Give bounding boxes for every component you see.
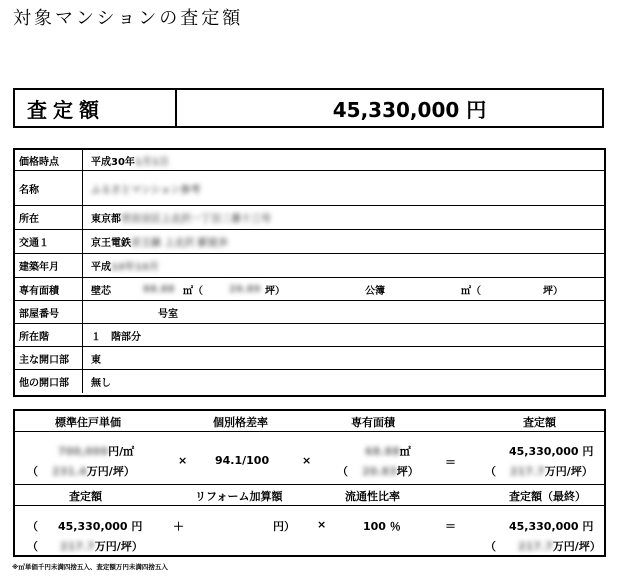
assess-value: 45,330,000 円 <box>509 445 594 458</box>
calculation-table <box>13 409 606 557</box>
property-info-table <box>13 148 606 397</box>
equals-sign: ＝ <box>445 520 456 533</box>
rate-value: 94.1/100 <box>215 454 270 467</box>
header-rate: 個別格差率 <box>213 416 268 429</box>
row-value: １ 階部分 <box>91 331 141 343</box>
row2-assess: （ 45,330,000 円 <box>27 520 143 533</box>
row-key: 所在階 <box>15 324 83 346</box>
assessment-label: 査定額 <box>15 90 177 126</box>
row-value: 平成 10年10月 <box>91 262 159 273</box>
table-row <box>15 370 604 393</box>
row-key: 所在 <box>15 206 83 229</box>
times-sign: × <box>178 454 188 467</box>
table-row <box>15 206 604 230</box>
header-assess: 査定額 <box>523 416 556 429</box>
table-row <box>15 230 604 254</box>
row-value: 東 <box>91 354 101 366</box>
header-assess-2: 査定額 <box>69 490 102 503</box>
divider <box>15 431 604 432</box>
row-value: 号室 <box>158 308 178 320</box>
row-key: 建築年月 <box>15 254 83 277</box>
unit-price: 700,000円/㎡ <box>58 445 135 458</box>
row-key: 名称 <box>15 171 83 205</box>
header-liquidity: 流通性比率 <box>345 490 400 503</box>
final-assess-tsubo: （ 217.7万円/坪） <box>485 540 601 553</box>
row-key: 専有面積 <box>15 278 83 300</box>
table-row <box>15 150 604 171</box>
row-value-area: 壁芯 88.88 ㎡（ 26.89 坪） 公簿 ㎡（ 坪） <box>91 283 563 297</box>
times-sign: × <box>302 454 312 467</box>
header-area: 専有面積 <box>351 416 395 429</box>
times-sign: × <box>317 518 327 531</box>
row-key: 部屋番号 <box>15 301 83 323</box>
unit-price-tsubo: （ 231.4万円/坪） <box>27 465 135 478</box>
page-title: 対象マンションの査定額 <box>13 8 244 29</box>
assess-tsubo: （ 217.7万円/坪） <box>485 465 593 478</box>
row-value: ふるさとマンション参考 <box>91 184 201 196</box>
plus-sign: ＋ <box>173 520 184 533</box>
equals-sign: ＝ <box>445 456 456 469</box>
final-assess-value: 45,330,000 円 <box>509 520 594 533</box>
area-tsubo: （ 20.83坪） <box>337 465 419 478</box>
row-value: 無し <box>91 378 111 389</box>
header-reform: リフォーム加算額 <box>195 490 283 503</box>
table-row <box>15 171 604 206</box>
row-key: 主な開口部 <box>15 347 83 369</box>
table-row <box>15 324 604 347</box>
row-value: 京王電鉄 京王線 上北沢 駅徒歩 <box>91 238 228 249</box>
reform-value: 円） <box>273 520 295 533</box>
divider <box>15 484 604 485</box>
row-key: 交通１ <box>15 230 83 253</box>
header-final-assess: 査定額（最終） <box>509 490 586 503</box>
assessment-value: 45,330,000 円 <box>332 97 487 122</box>
table-row <box>15 254 604 278</box>
footnote: ※㎡単価千円未満四捨五入、査定額万円未満四捨五入 <box>12 563 168 571</box>
assessment-summary <box>13 88 604 128</box>
row-value: 東京都 世田谷区上北沢一丁目二番十三号 <box>91 214 271 225</box>
area-sqm: 68.88㎡ <box>365 445 411 458</box>
table-row <box>15 347 604 370</box>
divider <box>15 505 604 506</box>
liquidity-value: 100 ％ <box>363 520 401 533</box>
table-row <box>15 301 604 324</box>
header-unit-price: 標準住戸単価 <box>55 416 121 429</box>
row-key: 価格時点 <box>15 150 83 170</box>
row-key: 他の開口部 <box>15 370 83 393</box>
row2-assess-tsubo: （ 217.7万円/坪） <box>27 540 143 553</box>
row-value: 平成30年 1月1日 <box>91 156 169 168</box>
table-row <box>15 278 604 301</box>
